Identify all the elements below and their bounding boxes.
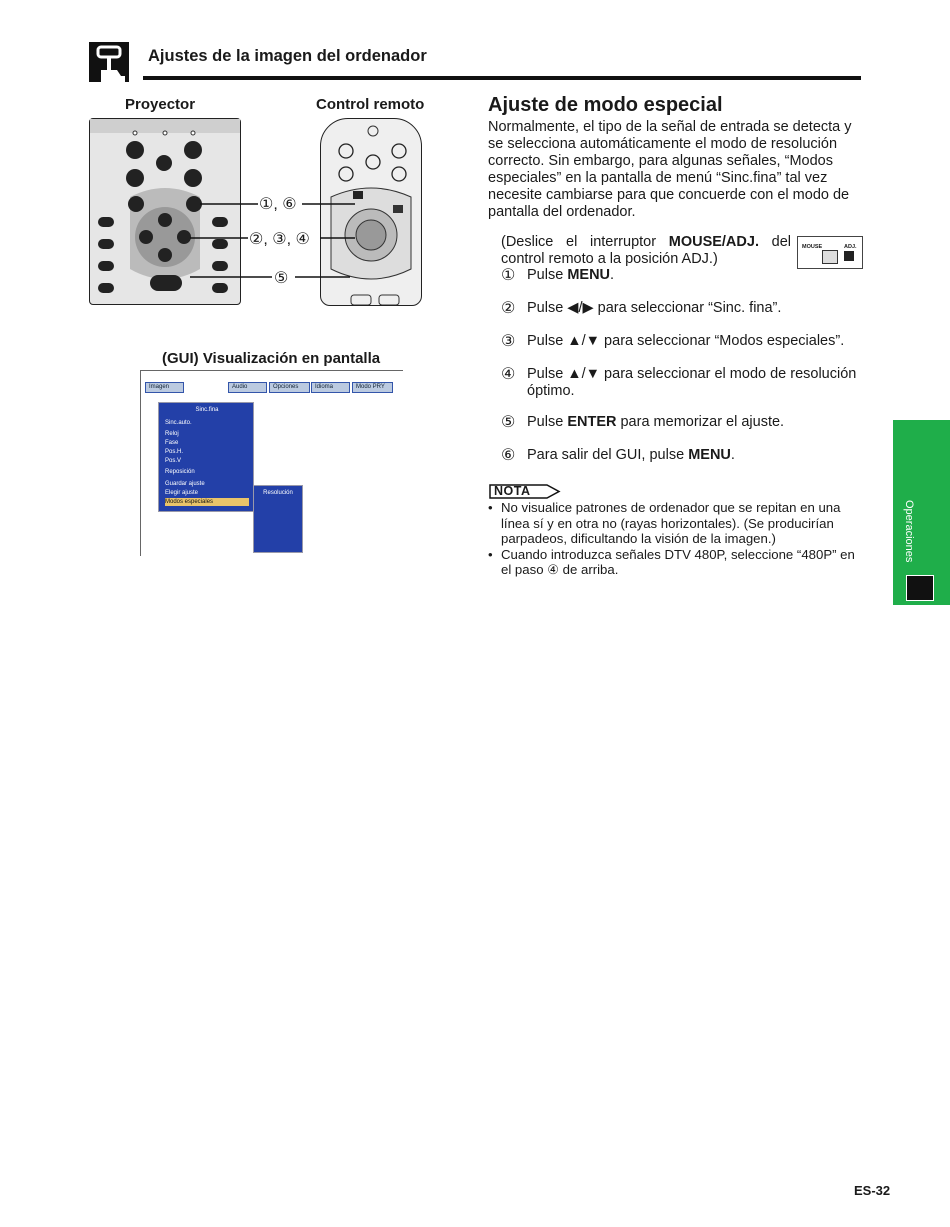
step-text-end: para memorizar el ajuste. xyxy=(616,414,785,430)
gui-tab-imagen: Imagen xyxy=(145,382,184,393)
gui-row-pos-v: Pos.V xyxy=(165,458,182,464)
page-number: ES-32 xyxy=(854,1183,891,1198)
section-icon xyxy=(89,42,129,82)
step-4 xyxy=(501,366,863,400)
step-text: Pulse xyxy=(527,414,568,430)
step-number: ② xyxy=(501,300,516,317)
gui-row-reloj: Reloj xyxy=(165,431,179,437)
gui-row-fase: Fase xyxy=(165,440,179,446)
gui-resolucion-submenu xyxy=(253,485,303,553)
gui-tab-opciones: Opciones xyxy=(269,382,310,393)
step-number: ⑥ xyxy=(501,447,516,464)
nota-item: • No visualice patrones de ordenador que se repitan en una línea sí y en otra no (rayas horizontales). (Se producirían parpadeos, dificultando la visión de la imagen.) xyxy=(488,500,864,547)
callout-5: ⑤ xyxy=(274,270,289,287)
main-heading: Ajuste de modo especial xyxy=(488,94,723,116)
step-2 xyxy=(501,300,863,317)
callout-2-3-4: ②, ③, ④ xyxy=(249,231,310,248)
gui-row-sinc-auto: Sinc.auto. xyxy=(165,420,192,426)
step-text: Pulse ▲/▼ para seleccionar “Modos especiales”. xyxy=(527,333,845,349)
section-title: Ajustes de la imagen del ordenador xyxy=(148,47,427,65)
header-rule xyxy=(143,76,861,80)
step-number: ① xyxy=(501,267,516,284)
gui-heading: (GUI) Visualización en pantalla xyxy=(162,350,381,367)
step-1 xyxy=(501,267,863,284)
step-key: ENTER xyxy=(567,414,617,430)
side-tab-label: Operaciones xyxy=(903,500,915,563)
nota-item: • Cuando introduzca señales DTV 480P, seleccione “480P” en el paso ④ de arriba. xyxy=(488,547,864,578)
gui-menu-title: Sinc.fina xyxy=(195,407,219,413)
projector-heading: Proyector xyxy=(125,96,196,113)
switch-label-adj: ADJ. xyxy=(844,244,857,250)
nota-list xyxy=(488,500,864,578)
slide-text-c: del control remoto a la posición ADJ.) xyxy=(501,234,791,267)
step-text: Pulse ◀/▶ para seleccionar “Sinc. fina”. xyxy=(527,300,782,316)
gui-tab-modo-pry: Modo PRY xyxy=(352,382,393,393)
step-text: Pulse ▲/▼ para seleccionar el modo de resolución óptimo. xyxy=(527,366,857,399)
switch-label-mouse: MOUSE xyxy=(802,244,823,250)
nota-text: NOTA xyxy=(494,484,531,498)
intro-paragraph: Normalmente, el tipo de la señal de entrada se detecta y se selecciona automáticamente el modo de resolución correcto. Sin embargo, para algunas señales, “Modos especiales” en la pantalla de menú “Sinc.fina” tal vez necesite cambiarse para que concuerde con el modo de pantalla del ordenador. xyxy=(488,119,852,220)
mouse-adj-switch-icon xyxy=(797,236,863,269)
step-text: Para salir del GUI, pulse xyxy=(527,447,689,463)
step-key: MENU xyxy=(567,267,611,283)
gui-row-elegir: Elegir ajuste xyxy=(165,490,199,496)
step-key: MENU xyxy=(688,447,731,463)
step-text: Pulse xyxy=(527,267,568,283)
step-text-end: . xyxy=(730,447,735,463)
slide-text-a: (Deslice el interruptor xyxy=(501,234,669,250)
gui-row-pos-h: Pos.H. xyxy=(165,449,184,455)
slide-text-bold: MOUSE/ADJ. xyxy=(668,234,759,250)
gui-sinc-fina-menu xyxy=(158,402,254,512)
step-number: ③ xyxy=(501,333,516,350)
step-3 xyxy=(501,333,863,350)
gui-sub-title: Resolución xyxy=(263,490,293,496)
remote-heading: Control remoto xyxy=(316,96,425,113)
callout-1-6: ①, ⑥ xyxy=(259,196,297,213)
gui-row-guardar: Guardar ajuste xyxy=(165,481,205,487)
gui-tab-audio: Audio xyxy=(228,382,267,393)
step-text-end: . xyxy=(610,267,615,283)
gui-tab-idioma: Idioma xyxy=(311,382,350,393)
step-6 xyxy=(501,447,863,464)
gui-row-modos-especiales: Modos especiales xyxy=(165,498,249,506)
step-number: ④ xyxy=(501,366,516,383)
step-5 xyxy=(501,414,863,431)
step-number: ⑤ xyxy=(501,414,516,431)
gui-row-reposicion: Reposición xyxy=(165,469,195,475)
side-tab-icon xyxy=(906,575,934,601)
slide-instruction xyxy=(501,234,791,268)
